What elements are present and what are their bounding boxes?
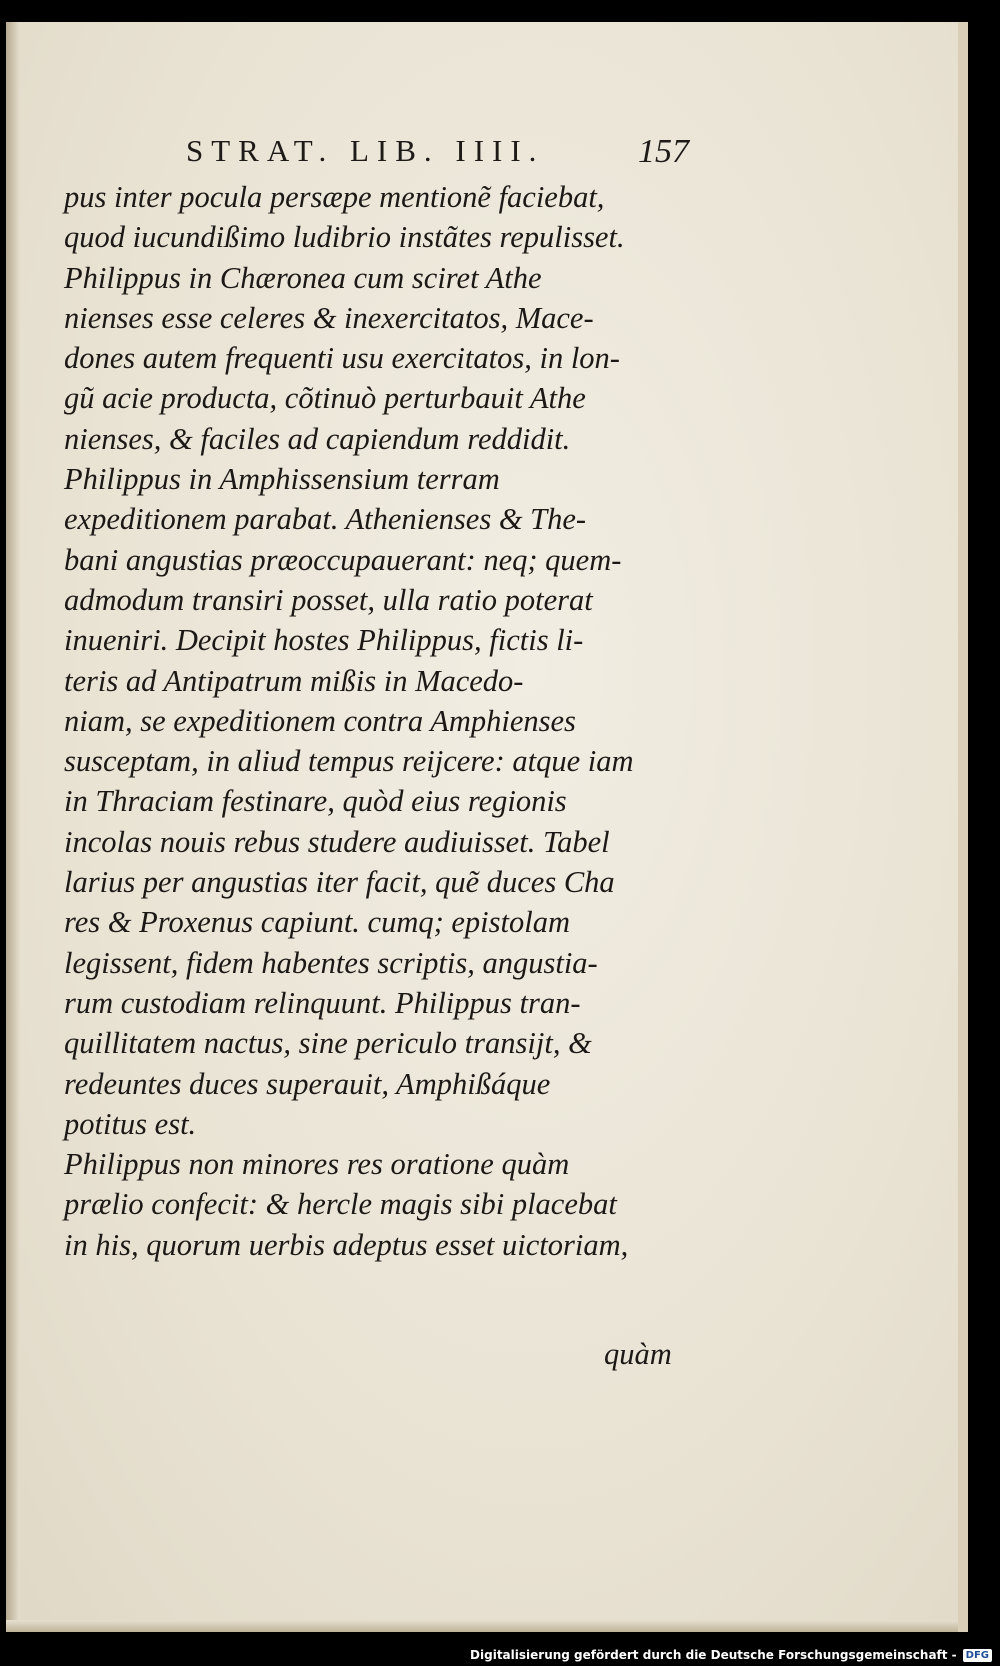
digitization-credit xyxy=(470,1648,992,1662)
text-line: potitus est. xyxy=(64,1106,197,1141)
text-line: dones autem frequenti usu exercitatos, in lon- xyxy=(64,341,620,376)
text-line: niam, se expeditionem contra Amphienses xyxy=(64,703,576,738)
text-line: larius per angustias iter facit, quẽ duces Cha xyxy=(64,865,615,900)
text-line: Philippus in Amphissensium terram xyxy=(64,462,500,497)
text-line: teris ad Antipatrum mißis in Macedo- xyxy=(64,663,524,698)
text-line: prælio confecit: & hercle magis sibi placebat xyxy=(64,1187,617,1222)
text-line: inueniri. Decipit hostes Philippus, fictis li- xyxy=(64,623,584,658)
text-line: Philippus non minores res oratione quàm xyxy=(64,1147,570,1182)
text-line: susceptam, in aliud tempus reijcere: atque iam xyxy=(64,744,634,779)
running-head: STRAT. LIB. IIII. xyxy=(186,133,545,168)
text-line: pus inter pocula persæpe mentionẽ faciebat, xyxy=(64,180,605,214)
catchword: quàm xyxy=(604,1337,672,1371)
text-line: quillitatem nactus, sine periculo transijt, & xyxy=(64,1026,592,1061)
text-line: rum custodiam relinquunt. Philippus tran- xyxy=(64,985,581,1020)
text-line: bani angustias præoccupauerant: neq; quem- xyxy=(64,542,622,577)
text-line: in his, quorum uerbis adeptus esset uictoriam, xyxy=(64,1227,629,1262)
text-line: in Thraciam festinare, quòd eius regionis xyxy=(64,784,567,819)
page-gutter xyxy=(6,22,20,1632)
text-line: admodum transiri posset, ulla ratio poterat xyxy=(64,582,593,617)
text-line: incolas nouis rebus studere audiuisset. Tabel xyxy=(64,824,610,859)
text-line: gũ acie producta, cõtinuò perturbauit Athe xyxy=(64,381,586,416)
credit-text: Digitalisierung gefördert durch die Deutsche Forschungsgemeinschaft - xyxy=(470,1648,957,1662)
text-line: Philippus in Chæronea cum sciret Athe xyxy=(64,260,542,295)
text-line: nienses, & faciles ad capiendum reddidit. xyxy=(64,421,571,456)
page-bottom-edge xyxy=(6,1620,958,1632)
folio-number: 157 xyxy=(638,133,689,170)
body-text xyxy=(64,177,704,1265)
text-line: nienses esse celeres & inexercitatos, Mace- xyxy=(64,300,594,335)
text-line: expeditionem parabat. Athenienses & The- xyxy=(64,502,587,537)
text-line: legissent, fidem habentes scriptis, angustia- xyxy=(64,945,598,980)
book-page xyxy=(6,22,968,1632)
text-line: quod iucundißimo ludibrio instãtes repulisset. xyxy=(64,220,625,255)
text-line: res & Proxenus capiunt. cumq; epistolam xyxy=(64,905,570,940)
dfg-logo: DFG xyxy=(963,1649,992,1662)
text-line: redeuntes duces superauit, Amphißáque xyxy=(64,1066,551,1101)
